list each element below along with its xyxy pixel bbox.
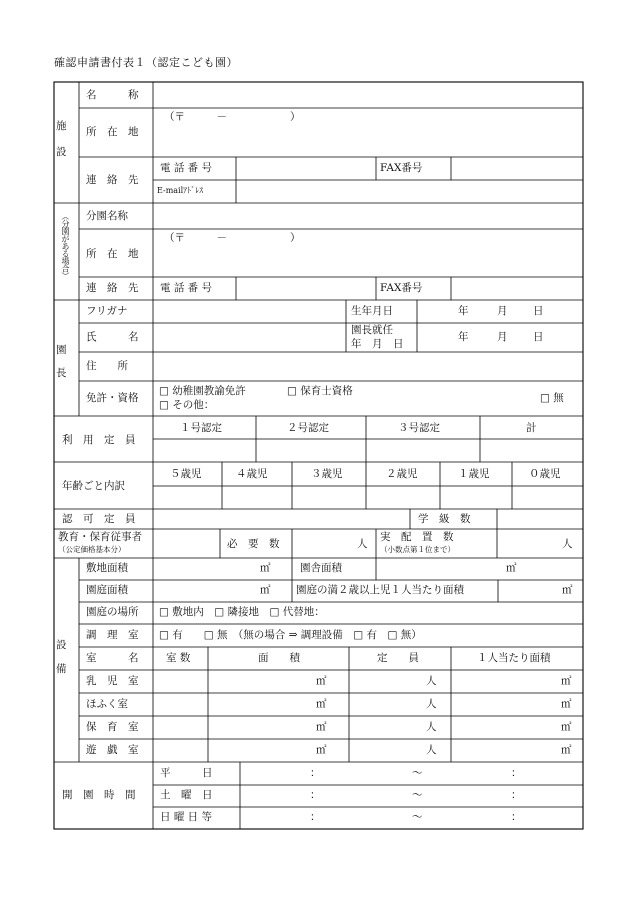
room-row-play-label: 遊 戯 室 (86, 744, 139, 756)
age-2-field[interactable] (368, 488, 438, 507)
capacity-total-field[interactable] (482, 441, 580, 460)
director-appoint-year: 年 (458, 331, 469, 343)
equipment-section-label-1: 設 (56, 639, 67, 651)
director-birth-day: 日 (533, 305, 544, 317)
staff-required-unit: 人 (357, 538, 368, 550)
capacity-1-field[interactable] (155, 441, 254, 460)
director-furigana-field[interactable] (156, 302, 344, 321)
room-name-header: 室 名 (86, 652, 139, 664)
director-appoint-month: 月 (497, 331, 508, 343)
class-count-field[interactable] (499, 511, 580, 527)
branch-phone-field[interactable] (238, 279, 374, 298)
garden-area-label: 園庭面積 (86, 584, 128, 596)
room-row-infant-label: 乳 児 室 (86, 675, 139, 687)
hours-saturday-tilde: ～ (412, 789, 423, 801)
director-section-label-1: 園 (56, 344, 67, 356)
capacity-col-3: ３号認定 (398, 422, 440, 434)
branch-address-label: 所 在 地 (86, 248, 139, 260)
equipment-section-label-2: 備 (56, 663, 67, 675)
hours-saturday-end-colon: ： (511, 789, 522, 801)
kitchen-options[interactable]: □ 有 □ 無 （無の場合 ⇒ 調理設備 □ 有 □ 無） (159, 629, 422, 641)
age-0-field[interactable] (514, 488, 580, 507)
room-row-crawling-person-unit: 人 (426, 698, 437, 710)
capacity-col-4: 計 (526, 422, 537, 434)
facility-postal-code: （〒 － ） (164, 111, 301, 123)
room-per-person-header: １人当たり面積 (477, 652, 551, 664)
garden-location-label: 園庭の場所 (86, 606, 139, 618)
hours-weekday-label: 平 日 (160, 767, 213, 779)
director-birth-month: 月 (497, 305, 508, 317)
capacity-label: 利 用 定 員 (62, 434, 136, 446)
director-name-label: 氏 名 (86, 331, 139, 343)
director-birth-year: 年 (458, 305, 469, 317)
license-kindergarten-checkbox[interactable]: □ 幼稚園教諭免許 (159, 385, 246, 397)
staff-label: 教育・保育従事者 (58, 531, 142, 543)
director-section-label-2: 長 (56, 367, 67, 379)
room-row-infant-per-unit: ㎡ (561, 675, 572, 687)
staff-required-label: 必 要 数 (227, 538, 280, 550)
site-area-unit: ㎡ (260, 562, 271, 574)
hours-weekday-end-colon: ： (511, 767, 522, 779)
branch-contact-label: 連 絡 先 (86, 282, 139, 294)
garden-per-child-label: 園庭の満２歳以上児１人当たり面積 (296, 584, 464, 596)
facility-section-label-2: 設 (56, 146, 67, 158)
facility-phone-field[interactable] (238, 159, 374, 178)
facility-contact-label: 連 絡 先 (86, 174, 139, 186)
facility-address-label: 所 在 地 (86, 126, 139, 138)
branch-name-field[interactable] (156, 205, 580, 227)
room-row-nursery-label: 保 育 室 (86, 721, 139, 733)
director-address-label: 住 所 (86, 360, 128, 372)
hours-sunday-tilde: ～ (412, 811, 423, 823)
license-nursery-checkbox[interactable]: □ 保育士資格 (287, 385, 353, 397)
director-address-field[interactable] (156, 354, 580, 379)
room-row-infant-person-unit: 人 (426, 675, 437, 687)
room-row-crawling-area-unit: ㎡ (316, 698, 327, 710)
age-3-field[interactable] (294, 488, 364, 507)
branch-fax-field[interactable] (453, 279, 580, 298)
approved-capacity-label: 認 可 定 員 (62, 513, 136, 525)
age-4-field[interactable] (224, 488, 290, 507)
hours-saturday-start-colon: ： (310, 789, 321, 801)
hours-sunday-end-colon: ： (511, 811, 522, 823)
garden-per-child-unit: ㎡ (562, 584, 573, 596)
capacity-col-1: １号認定 (180, 422, 222, 434)
hours-sunday-label: 日 曜 日 等 (160, 811, 213, 823)
staff-actual-sublabel: （小数点第１位まで） (380, 545, 455, 554)
room-row-infant-area-unit: ㎡ (316, 675, 327, 687)
building-area-unit: ㎡ (506, 562, 517, 574)
age-col-0: ０歳児 (529, 468, 561, 480)
room-row-nursery-per-unit: ㎡ (561, 721, 572, 733)
director-appoint-label-1: 園長就任 (351, 324, 393, 336)
opening-hours-label: 開 園 時 間 (62, 789, 136, 801)
garden-location-options[interactable]: □ 敷地内 □ 隣接地 □ 代替地： (159, 606, 325, 618)
director-appoint-label-2: 年 月 日 (351, 338, 404, 350)
director-birth-label: 生年月日 (351, 305, 393, 317)
capacity-3-field[interactable] (368, 441, 478, 460)
age-breakdown-label: 年齢ごと内訳 (62, 480, 125, 492)
kitchen-label: 調 理 室 (86, 629, 139, 641)
class-count-label: 学 級 数 (418, 513, 471, 525)
staff-actual-unit: 人 (562, 538, 573, 550)
director-license-label: 免許・資格 (86, 392, 139, 404)
facility-phone-label: 電 話 番 号 (160, 162, 213, 174)
license-none-checkbox[interactable]: □ 無 (540, 392, 564, 404)
branch-name-label: 分園名称 (86, 210, 128, 222)
facility-email-field[interactable] (238, 182, 580, 201)
hours-weekday-start-colon: ： (310, 767, 321, 779)
room-row-crawling-label: ほふく室 (86, 698, 128, 710)
age-5-field[interactable] (155, 488, 220, 507)
document-title: 確認申請書付表１（認定こども園） (54, 56, 238, 69)
facility-fax-field[interactable] (453, 159, 580, 178)
room-row-nursery-person-unit: 人 (426, 721, 437, 733)
room-row-nursery-area-unit: ㎡ (316, 721, 327, 733)
branch-fax-label: FAX番号 (380, 282, 423, 294)
room-capacity-header: 定 員 (377, 652, 419, 664)
room-row-play-area-unit: ㎡ (316, 744, 327, 756)
license-other-checkbox[interactable]: □ その他： (159, 399, 215, 411)
age-1-field[interactable] (442, 488, 510, 507)
facility-address-field[interactable] (156, 126, 580, 154)
facility-section-label-1: 施 (56, 120, 67, 132)
age-col-4: ４歳児 (236, 468, 268, 480)
facility-fax-label: FAX番号 (380, 162, 423, 174)
room-row-crawling-per-unit: ㎡ (561, 698, 572, 710)
capacity-col-2: ２号認定 (287, 422, 329, 434)
building-area-label: 園舎面積 (300, 562, 342, 574)
facility-name-field[interactable] (156, 84, 580, 106)
branch-phone-label: 電 話 番 号 (160, 282, 213, 294)
capacity-2-field[interactable] (258, 441, 364, 460)
branch-section-label: （分園がある場合） (61, 212, 70, 280)
room-row-play-per-unit: ㎡ (561, 744, 572, 756)
hours-saturday-label: 土 曜 日 (160, 789, 213, 801)
branch-address-field[interactable] (156, 247, 580, 274)
garden-area-unit: ㎡ (260, 584, 271, 596)
director-name-field[interactable] (156, 325, 344, 350)
director-appoint-day: 日 (533, 331, 544, 343)
staff-sublabel: （公定価格基本分） (58, 545, 126, 554)
staff-actual-label: 実 配 置 数 (380, 531, 454, 543)
hours-sunday-start-colon: ： (310, 811, 321, 823)
room-row-play-person-unit: 人 (426, 744, 437, 756)
age-col-1: １歳児 (458, 468, 490, 480)
facility-name-label: 名 称 (86, 89, 139, 101)
facility-email-label: E-mailｱﾄﾞﾚｽ (157, 186, 204, 195)
age-col-3: ３歳児 (311, 468, 343, 480)
site-area-label: 敷地面積 (86, 562, 128, 574)
approved-capacity-field[interactable] (155, 511, 408, 527)
room-area-header: 面 積 (258, 652, 300, 664)
director-furigana-label: フリガナ (86, 305, 128, 317)
branch-postal-code: （〒 － ） (164, 232, 301, 244)
age-col-2: ２歳児 (386, 468, 418, 480)
hours-weekday-tilde: ～ (412, 767, 423, 779)
age-col-5: ５歳児 (170, 468, 202, 480)
room-count-header: 室 数 (166, 652, 191, 664)
